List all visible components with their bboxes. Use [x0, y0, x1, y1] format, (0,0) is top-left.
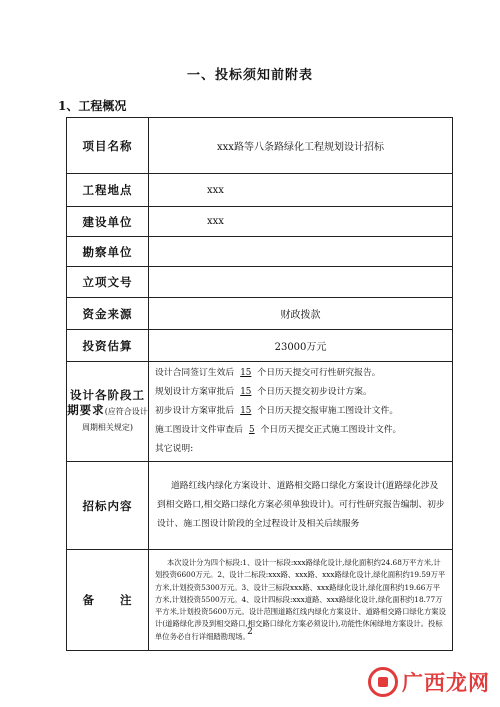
- table-row: [67, 362, 453, 462]
- schedule-text: 规划设计方案审批后: [155, 387, 235, 397]
- survey-label: 勘察单位: [67, 237, 149, 267]
- project-name-value: xxx路等八条路绿化工程规划设计招标: [149, 118, 453, 174]
- section-heading: 1、工程概况: [58, 99, 127, 113]
- funding-label: 资金来源: [67, 298, 149, 330]
- survey-value: [149, 237, 453, 267]
- table-row: [67, 267, 453, 298]
- schedule-label: [67, 362, 149, 462]
- table-row: [67, 298, 453, 330]
- bid-info-table: [66, 117, 453, 651]
- schedule-line: [155, 364, 446, 383]
- schedule-label-main: 设计各阶段工期要求: [67, 388, 145, 417]
- schedule-text: 设计合同签订生效后: [155, 368, 235, 378]
- schedule-days: 5: [248, 425, 255, 435]
- table-row: [67, 207, 453, 237]
- schedule-days: 15: [240, 387, 252, 397]
- schedule-text: 个日历天提交报审施工图设计文件。: [257, 406, 399, 416]
- schedule-text: 施工图设计文件审查后: [155, 425, 243, 435]
- watermark-text: 广西龙网: [402, 671, 490, 695]
- table-row: [67, 237, 453, 267]
- schedule-days: 15: [240, 406, 252, 416]
- page-title: 一、投标须知前附表: [186, 68, 313, 83]
- watermark-logo-icon: [368, 667, 398, 697]
- table-row: [67, 462, 453, 550]
- notes-text: 本次设计分为四个标段:1、设计一标段:xxx路绿化设计,绿化面积约24.68万平方米,计划投资6600万元。2、设计二标段:xxx路、xxx路、xxx路绿化设计,绿化面积约19.59万平方米,计划投资5300万元。3、设计三标段xxx路、xxx路绿化设计,绿化面积约19.66万平方米,计划投资5500万元。4、设计四标段:xxx道路、xxx路绿化设计,绿化面积约18.77万平方米,计划投资5600万元。设计范围道路红线内绿化方案设计、道路相交路口绿化方案设计(道路绿化涉及到相交路口,相交路口绿化方案必须设计),功能性休闲绿地方案设计。投标单位务必自行详细踏勘现场。: [155, 558, 446, 641]
- schedule-value: [149, 362, 453, 462]
- schedule-text: 初步设计方案审批后: [155, 406, 235, 416]
- watermark: [368, 667, 490, 697]
- scope-text: 道路红线内绿化方案设计、道路相交路口绿化方案设计(道路绿化涉及到相交路口,相交路口绿化方案必须单独设计)。可行性研究报告编制、初步设计、施工图设计阶段的全过程设计及相关后续服务: [157, 481, 445, 529]
- table-row: [67, 118, 453, 174]
- approval-label: 立项文号: [67, 267, 149, 298]
- table-row: [67, 330, 453, 362]
- project-name-label: 项目名称: [67, 118, 149, 174]
- schedule-line: [155, 402, 446, 421]
- schedule-line: [155, 383, 446, 402]
- table-row: [67, 174, 453, 207]
- location-value: xxx: [149, 174, 453, 207]
- investment-value: 23000万元: [149, 330, 453, 362]
- builder-value: xxx: [149, 207, 453, 237]
- scope-value: [149, 462, 453, 550]
- notes-label: 备 注: [67, 550, 149, 651]
- schedule-other-notes: 其它说明:: [155, 444, 194, 454]
- funding-value: 财政拨款: [149, 298, 453, 330]
- location-label: 工程地点: [67, 174, 149, 207]
- schedule-days: 15: [240, 368, 252, 378]
- builder-label: 建设单位: [67, 207, 149, 237]
- schedule-label-note: (应符合设计周期相关规定): [81, 407, 148, 432]
- scope-label: 招标内容: [67, 462, 149, 550]
- schedule-text: 个日历天提交初步设计方案。: [257, 387, 372, 397]
- schedule-text: 个日历天提交可行性研究报告。: [257, 368, 381, 378]
- schedule-text: 个日历天提交正式施工图设计文件。: [260, 425, 402, 435]
- investment-label: 投资估算: [67, 330, 149, 362]
- approval-value: [149, 267, 453, 298]
- schedule-line: [155, 421, 446, 440]
- page-number: 2: [247, 627, 253, 637]
